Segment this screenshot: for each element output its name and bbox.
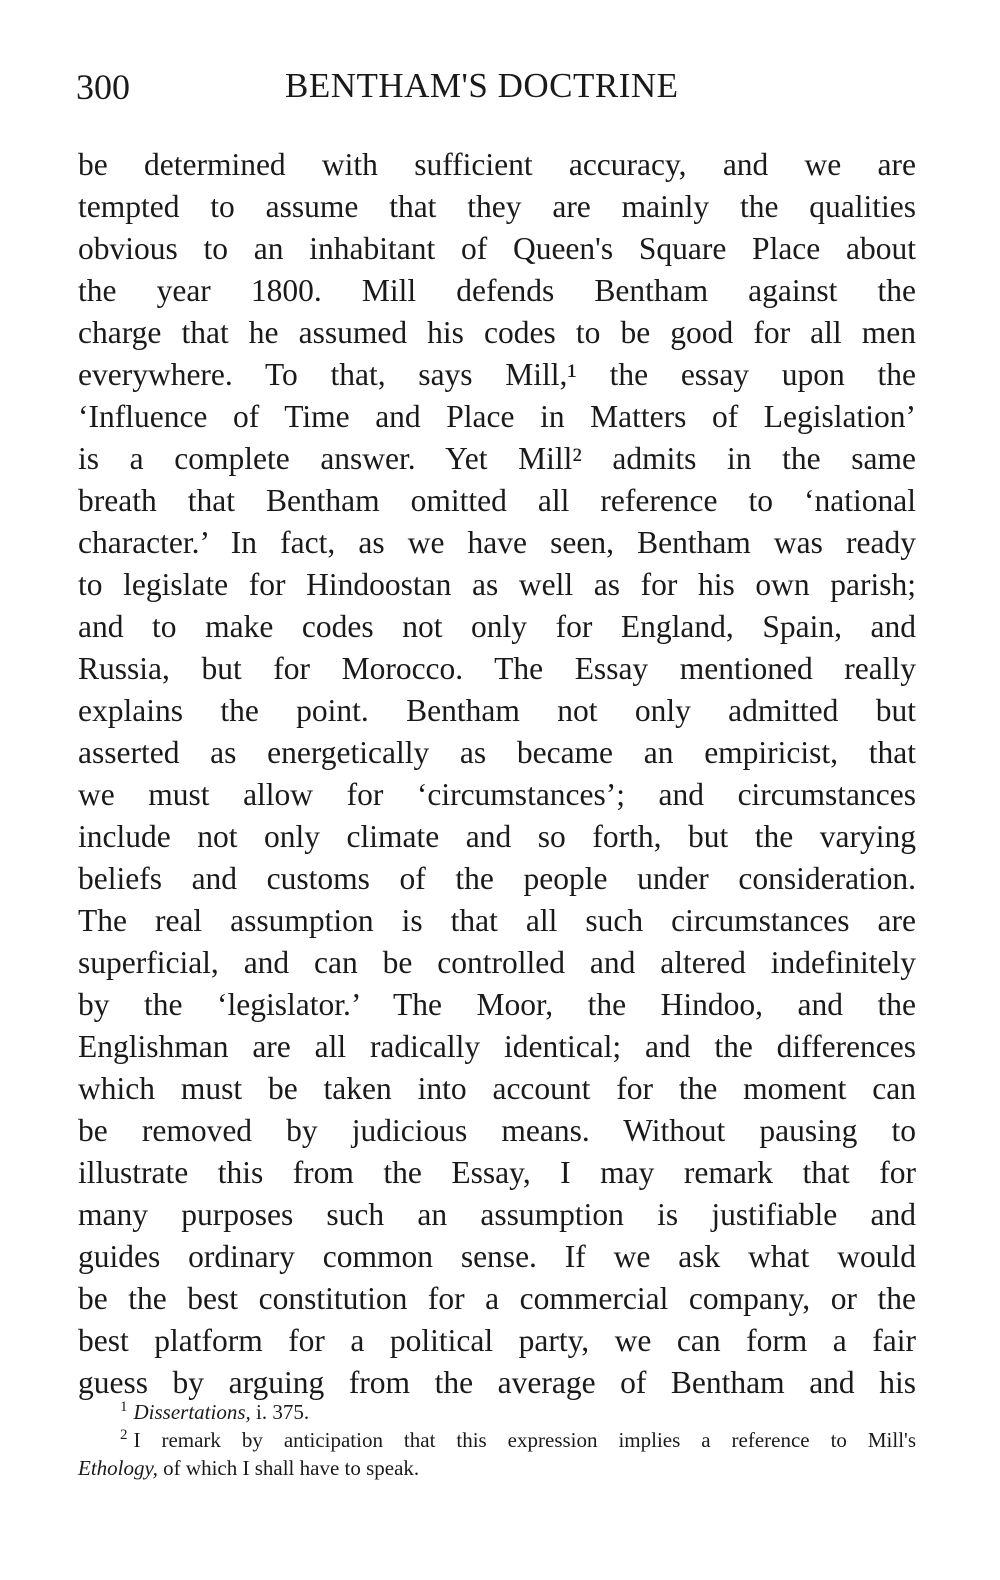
- footnote-2-line-1: [78, 1426, 916, 1454]
- text-line: we must allow for ‘circumstances’; and circumstances: [78, 777, 916, 812]
- text-line: The real assumption is that all such circumstances are: [78, 903, 916, 938]
- footnote-2-mark: 2: [120, 1427, 128, 1443]
- footnote-1-ref: i. 375.: [250, 1400, 310, 1424]
- text-line: include not only climate and so forth, but the varying: [78, 819, 916, 854]
- text-line: asserted as energetically as became an empiricist, that: [78, 735, 916, 770]
- text-line: be the best constitution for a commercial company, or the: [78, 1281, 916, 1316]
- text-line: charge that he assumed his codes to be good for all men: [78, 315, 916, 350]
- text-line: which must be taken into account for the moment can: [78, 1071, 916, 1106]
- text-line: superficial, and can be controlled and altered indefinitely: [78, 945, 916, 980]
- footnote-1: [78, 1398, 916, 1426]
- page-number: 300: [76, 67, 130, 107]
- footnotes: [78, 1398, 916, 1482]
- text-line: to legislate for Hindoostan as well as for his own parish;: [78, 567, 916, 602]
- text-line: obvious to an inhabitant of Queen's Square Place about: [78, 231, 916, 266]
- text-line: best platform for a political party, we can form a fair: [78, 1323, 916, 1358]
- text-line: the year 1800. Mill defends Bentham against the: [78, 273, 916, 308]
- text-line: tempted to assume that they are mainly the qualities: [78, 189, 916, 224]
- text-line: Englishman are all radically identical; and the differences: [78, 1029, 916, 1064]
- text-line: guess by arguing from the average of Bentham and his: [78, 1365, 916, 1400]
- text-line: many purposes such an assumption is justifiable and: [78, 1197, 916, 1232]
- text-line: illustrate this from the Essay, I may remark that for: [78, 1155, 916, 1190]
- footnote-2-text-end: of which I shall have to speak.: [157, 1456, 420, 1480]
- text-line: everywhere. To that, says Mill,¹ the essay upon the: [78, 357, 916, 392]
- text-line: be determined with sufficient accuracy, and we are: [78, 147, 916, 182]
- text-line: is a complete answer. Yet Mill² admits in the same: [78, 441, 916, 476]
- footnote-2-text: I remark by anticipation that this expression implies a reference to Mill's: [133, 1428, 916, 1452]
- text-line: ‘Influence of Time and Place in Matters of Legislation’: [78, 399, 916, 434]
- text-line: beliefs and customs of the people under consideration.: [78, 861, 916, 896]
- text-line: character.’ In fact, as we have seen, Bentham was ready: [78, 525, 916, 560]
- text-line: breath that Bentham omitted all reference to ‘national: [78, 483, 916, 518]
- text-line: and to make codes not only for England, Spain, and: [78, 609, 916, 644]
- text-line: Russia, but for Morocco. The Essay mentioned really: [78, 651, 916, 686]
- text-line: guides ordinary common sense. If we ask what would: [78, 1239, 916, 1274]
- footnote-1-mark: 1: [120, 1399, 128, 1415]
- running-head: BENTHAM'S DOCTRINE: [285, 66, 679, 105]
- body-text: [78, 144, 916, 1404]
- footnote-2-line-2: [78, 1454, 916, 1482]
- text-line: explains the point. Bentham not only admitted but: [78, 693, 916, 728]
- page-header: [60, 66, 940, 116]
- text-line: by the ‘legislator.’ The Moor, the Hindoo, and the: [78, 987, 916, 1022]
- text-line: be removed by judicious means. Without pausing to: [78, 1113, 916, 1148]
- footnote-2-title: Ethology,: [78, 1456, 158, 1480]
- footnote-1-title: Dissertations,: [133, 1400, 251, 1424]
